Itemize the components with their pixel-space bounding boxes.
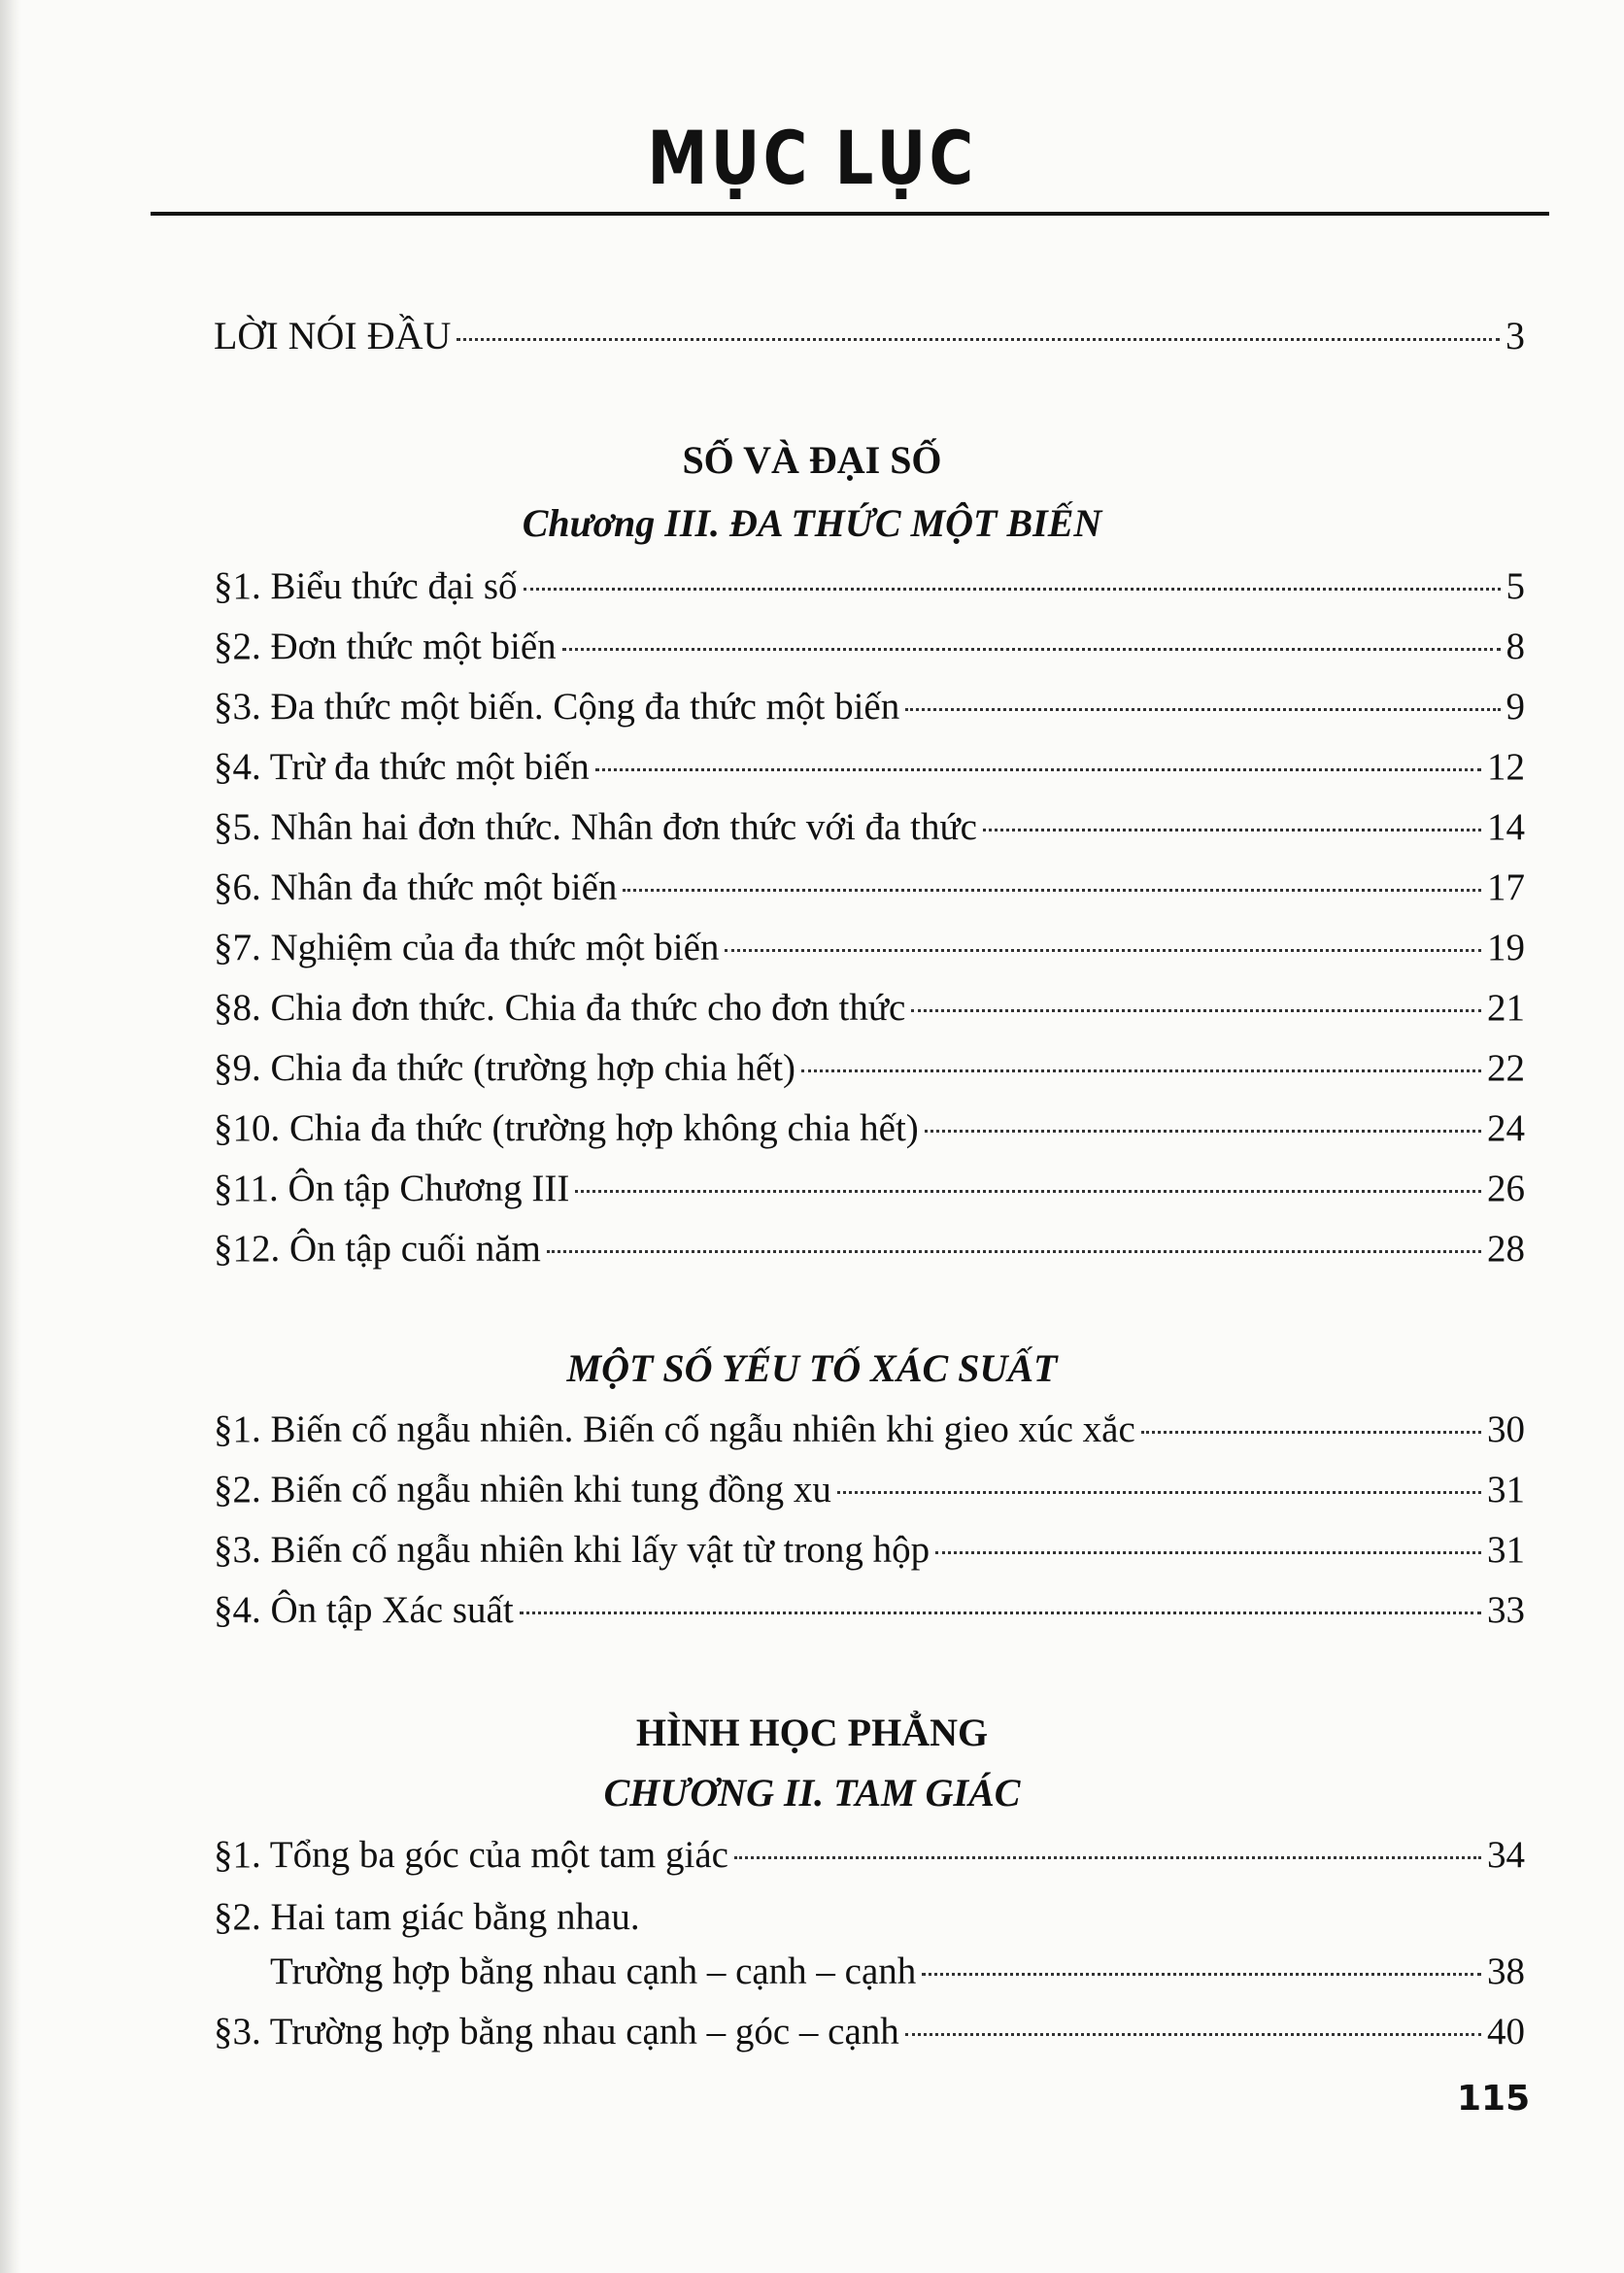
toc-entry-label: §1. Tổng ba góc của một tam giác xyxy=(214,1834,728,1876)
toc-entry-page: 31 xyxy=(1487,1529,1525,1571)
dot-leader xyxy=(925,1130,1481,1133)
dot-leader xyxy=(595,768,1481,771)
toc-entry-intro[interactable] xyxy=(214,313,1525,359)
toc-entry-label: §5. Nhân hai đơn thức. Nhân đơn thức với đa thức xyxy=(214,806,977,848)
dot-leader xyxy=(1141,1431,1481,1434)
dot-leader xyxy=(801,1069,1481,1072)
toc-entry-page: 28 xyxy=(1487,1228,1525,1270)
toc-entry[interactable] xyxy=(214,865,1525,911)
dot-leader xyxy=(520,1611,1481,1614)
toc-entry[interactable] xyxy=(214,925,1525,971)
dot-leader xyxy=(922,1973,1481,1976)
toc-entry[interactable] xyxy=(214,1467,1525,1513)
dot-leader xyxy=(983,829,1481,831)
toc-entry-label: §12. Ôn tập cuối năm xyxy=(214,1228,541,1270)
dot-leader xyxy=(905,2033,1481,2036)
title-rule xyxy=(151,212,1549,216)
toc-entry-label: §1. Biến cố ngẫu nhiên. Biến cố ngẫu nhiên khi gieo xúc xắc xyxy=(214,1408,1135,1450)
toc-entry-page: 12 xyxy=(1487,746,1525,788)
toc-entry[interactable] xyxy=(214,1407,1525,1453)
page-title: MỤC LỤC xyxy=(647,115,977,201)
toc-entry-continued[interactable] xyxy=(214,1949,1525,1995)
toc-entry-label: §4. Trừ đa thức một biến xyxy=(214,746,590,788)
dot-leader xyxy=(457,338,1500,341)
toc-entry-page: 38 xyxy=(1487,1951,1525,1992)
toc-entry-page: 19 xyxy=(1487,927,1525,968)
toc-entry-label: §4. Ôn tập Xác suất xyxy=(214,1589,514,1631)
toc-entry[interactable] xyxy=(214,1832,1525,1879)
toc-entry[interactable] xyxy=(214,624,1525,670)
toc-entry[interactable] xyxy=(214,684,1525,730)
toc-entry-label: §3. Trường hợp bằng nhau cạnh – góc – cạnh xyxy=(214,2011,899,2052)
dot-leader xyxy=(935,1551,1481,1554)
page-edge-shadow xyxy=(0,0,21,2273)
toc-entry-label: §1. Biểu thức đại số xyxy=(214,565,518,607)
toc-entry-page: 9 xyxy=(1506,686,1525,728)
toc-entry-page: 33 xyxy=(1487,1589,1525,1631)
toc-entry-page: 8 xyxy=(1506,626,1525,667)
toc-entry[interactable] xyxy=(214,985,1525,1032)
chapter-heading: Chương III. ĐA THỨC MỘT BIẾN xyxy=(522,501,1102,545)
chapter-heading: CHƯƠNG II. TAM GIÁC xyxy=(603,1771,1021,1815)
toc-entry[interactable] xyxy=(214,1587,1525,1634)
toc-entry-label: §3. Đa thức một biến. Cộng đa thức một biến xyxy=(214,686,900,728)
toc-entry-page: 26 xyxy=(1487,1168,1525,1209)
dot-leader xyxy=(547,1250,1481,1253)
page-number: 115 xyxy=(1457,2079,1531,2119)
toc-entry-page: 31 xyxy=(1487,1469,1525,1510)
toc-entry-label: §2. Biến cố ngẫu nhiên khi tung đồng xu xyxy=(214,1469,831,1510)
toc-entry-label: §3. Biến cố ngẫu nhiên khi lấy vật từ trong hộp xyxy=(214,1529,930,1571)
toc-entry[interactable] xyxy=(214,1166,1525,1212)
toc-entry[interactable] xyxy=(214,1045,1525,1092)
dot-leader xyxy=(562,648,1501,651)
dot-leader xyxy=(725,949,1481,952)
toc-entry-label: §2. Hai tam giác bằng nhau. xyxy=(214,1896,640,1938)
dot-leader xyxy=(911,1009,1481,1012)
part-heading: MỘT SỐ YẾU TỐ XÁC SUẤT xyxy=(566,1346,1058,1390)
toc-entry-page: 24 xyxy=(1487,1107,1525,1149)
toc-entry-label: §11. Ôn tập Chương III xyxy=(214,1168,570,1209)
toc-entry[interactable] xyxy=(214,1105,1525,1152)
toc-entry[interactable] xyxy=(214,804,1525,851)
dot-leader xyxy=(623,889,1481,892)
toc-entry-label: §7. Nghiệm của đa thức một biến xyxy=(214,927,720,968)
toc-entry-page: 5 xyxy=(1506,565,1525,607)
toc-entry[interactable] xyxy=(214,1894,1525,1941)
toc-entry-label: Trường hợp bằng nhau cạnh – cạnh – cạnh xyxy=(270,1951,917,1992)
part-heading: HÌNH HỌC PHẲNG xyxy=(635,1711,989,1754)
toc-entry-page: 21 xyxy=(1487,987,1525,1029)
toc-entry-label: §9. Chia đa thức (trường hợp chia hết) xyxy=(214,1047,796,1089)
toc-entry-page: 14 xyxy=(1487,806,1525,848)
dot-leader xyxy=(905,708,1500,711)
toc-entry-page: 17 xyxy=(1487,866,1525,908)
toc-entry[interactable] xyxy=(214,1226,1525,1272)
dot-leader xyxy=(837,1491,1481,1494)
toc-entry[interactable] xyxy=(214,744,1525,791)
toc-entry-label: LỜI NÓI ĐẦU xyxy=(214,314,452,357)
toc-entry-label: §8. Chia đơn thức. Chia đa thức cho đơn thức xyxy=(214,987,906,1029)
dot-leader xyxy=(575,1190,1481,1193)
toc-entry-label: §2. Đơn thức một biến xyxy=(214,626,557,667)
toc-entry-label: §10. Chia đa thức (trường hợp không chia hết) xyxy=(214,1107,919,1149)
toc-entry-label: §6. Nhân đa thức một biến xyxy=(214,866,618,908)
part-heading: SỐ VÀ ĐẠI SỐ xyxy=(682,438,942,482)
dot-leader xyxy=(734,1856,1481,1859)
toc-entry-page: 22 xyxy=(1487,1047,1525,1089)
toc-entry-page: 30 xyxy=(1487,1408,1525,1450)
toc-entry[interactable] xyxy=(214,2009,1525,2055)
toc-entry-page: 3 xyxy=(1506,314,1525,357)
toc-entry[interactable] xyxy=(214,563,1525,610)
toc-entry-page: 34 xyxy=(1487,1834,1525,1876)
toc-entry-page: 40 xyxy=(1487,2011,1525,2052)
toc-entry[interactable] xyxy=(214,1527,1525,1574)
dot-leader xyxy=(524,588,1501,591)
